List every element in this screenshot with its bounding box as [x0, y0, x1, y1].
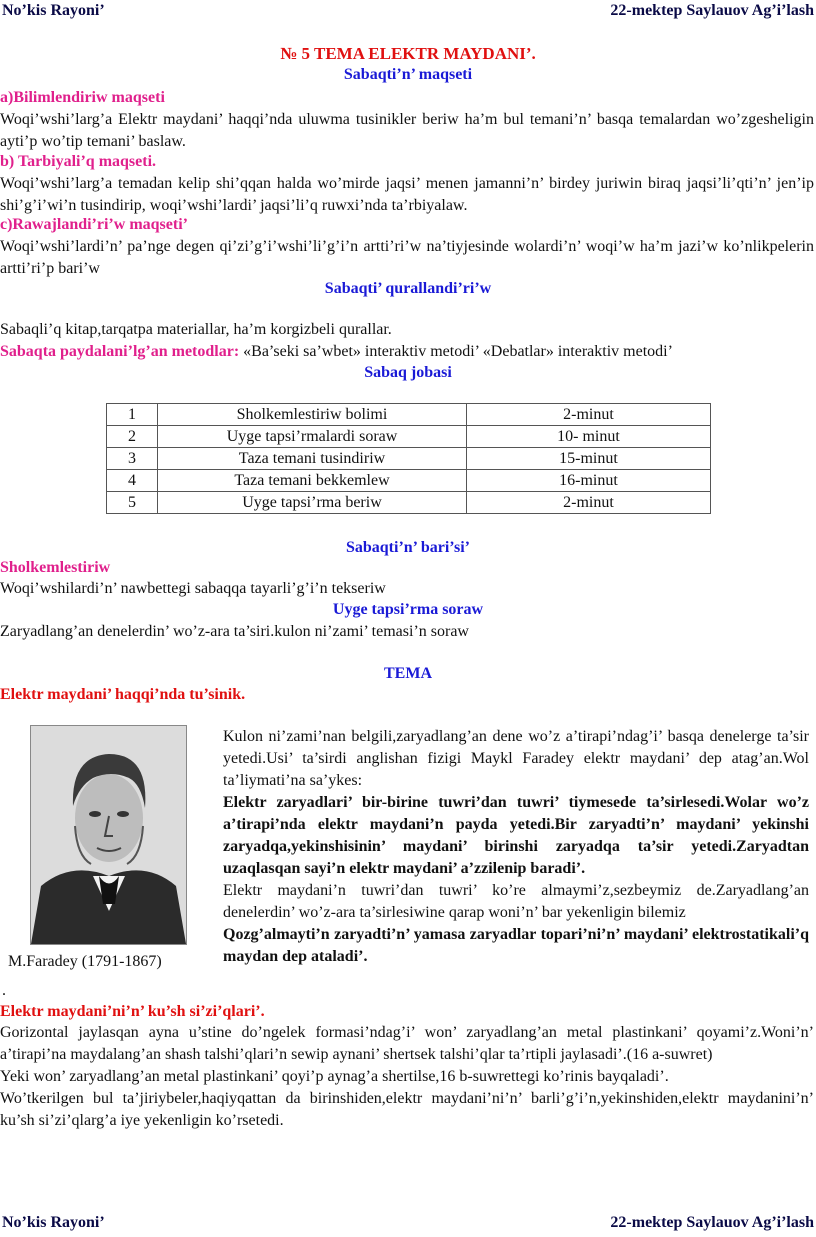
methods-label: Sabaqta paydalani’lg’an metodlar: — [0, 343, 240, 360]
tema-heading: TEMA — [384, 665, 432, 682]
plan-row-stage: Taza temani tusindiriw — [158, 448, 467, 470]
plan-row-number: 1 — [107, 404, 158, 426]
equipment-text: Sabaqli’q kitap,tarqatpa materiallar, ha’m korgizbeli qurallar. — [0, 321, 392, 338]
goal-c-text: Woqi’wshi’lardi’n’ pa’nge degen qi’zi’g’i’wshi’li’g’i’n artti’ri’w na’tiyjesinde wolardi’n’ woqi’w ha’m jazi’w ko’nlikpelerin artti’ri’p bari’w — [0, 238, 814, 277]
plan-heading: Sabaq jobasi — [364, 364, 452, 381]
concept-p2: Elektr maydani’n tuwri’dan tuwri’ ko’re almaymi’z,sezbeymiz de.Zaryadlang’an denelerdin’ wo’z-ara ta’sirlesiwine qarap woni’n’ bar yekenligin bilemiz — [223, 882, 809, 921]
plan-row-number: 4 — [107, 470, 158, 492]
topic-title: № 5 TEMA ELEKTR MAYDANI’. — [280, 44, 536, 63]
plan-table — [106, 403, 711, 514]
plan-row-stage: Uyge tapsi’rmalardi soraw — [158, 426, 467, 448]
goal-c-label: c)Rawajlandi’ri’w maqseti’ — [0, 216, 188, 233]
goal-b-section — [0, 151, 814, 217]
lines-body — [0, 1022, 814, 1132]
goal-a-text: Woqi’wshi’larg’a Elektr maydani’ haqqi’nda uluwma tusinikler beriw ha’m bul temani’n’ basqa temalardan wo’zgesheligin ayti’p wo’tip temani’ baslaw. — [0, 111, 814, 150]
org-label: Sholkemlestiriw — [0, 559, 111, 576]
concept-title: Elektr maydani’ haqqi’nda tu’sinik. — [0, 686, 246, 703]
plan-row — [107, 448, 711, 470]
plan-row-stage: Sholkemlestiriw bolimi — [158, 404, 467, 426]
lines-p2: Yeki won’ zaryadlang’an metal plastinkani’ qoyi’p aynag’a shertilse,16 b-suwrettegi ko’rinis bayqaladi’. — [0, 1068, 669, 1085]
methods-line — [0, 341, 816, 363]
goals-heading: Sabaqti’n’ maqseti — [343, 66, 473, 83]
separator-dot: . — [2, 982, 6, 999]
goal-c-section — [0, 214, 814, 280]
goal-a-section — [0, 87, 814, 153]
header-right: 22-mektep Saylauov Ag’i’lash — [610, 2, 814, 19]
portrait-sketch-icon — [31, 726, 186, 944]
plan-row-time: 2-minut — [467, 404, 711, 426]
plan-row-number: 3 — [107, 448, 158, 470]
concept-body — [223, 726, 809, 968]
lines-p3: Wo’tkerilgen bul ta’jiriybeler,haqiyqattan da birinshiden,elektr maydani’ni’n’ barli’g’i’n,yekinshiden,elektr maydanini’n’ ku’sh si’zi’qlarg’a iye yekenligin ko’rsetedi. — [0, 1090, 814, 1129]
footer-left: No’kis Rayoni’ — [2, 1214, 105, 1231]
equipment-heading: Sabaqti’ qurallandi’ri’w — [324, 280, 492, 297]
goal-b-label: b) Tarbiyali’q maqseti. — [0, 153, 157, 170]
plan-row — [107, 470, 711, 492]
plan-row — [107, 426, 711, 448]
progress-heading: Sabaqti’n’ bari’si’ — [345, 539, 470, 556]
lines-title: Elektr maydani’ni’n’ ku’sh si’zi’qlari’. — [0, 1003, 265, 1020]
homework-heading: Uyge tapsi’rma soraw — [332, 601, 484, 618]
plan-row-time: 2-minut — [467, 492, 711, 514]
methods-text: «Ba’seki sa’wbet» interaktiv metodi’ «Debatlar» interaktiv metodi’ — [239, 343, 673, 360]
plan-row-time: 10- minut — [467, 426, 711, 448]
concept-p1: Kulon ni’zami’nan belgili,zaryadlang’an dene wo’z a’tirapi’ndag’i’ basqa denelerge ta’sir yetedi.Usi’ ta’sirdi anglishan fizigi Maykl Faradey elektr maydani’ dep atag’an.Wol ta’liymati’na sa’ykes: — [223, 728, 809, 789]
plan-row-number: 2 — [107, 426, 158, 448]
homework-text: Zaryadlang’an denelerdin’ wo’z-ara ta’siri.kulon ni’zami’ temasi’n soraw — [0, 623, 469, 640]
plan-row-time: 15-minut — [467, 448, 711, 470]
plan-row — [107, 404, 711, 426]
portrait-caption: M.Faradey (1791-1867) — [8, 953, 162, 970]
goal-a-label: a)Bilimlendiriw maqseti — [0, 89, 165, 106]
plan-row-time: 16-minut — [467, 470, 711, 492]
org-text: Woqi’wshilardi’n’ nawbettegi sabaqqa tayarli’g’i’n tekseriw — [0, 580, 386, 597]
footer-right: 22-mektep Saylauov Ag’i’lash — [610, 1214, 814, 1231]
concept-bold1: Elektr zaryadlari’ bir-birine tuwri’dan tuwri’ tiymesede ta’sirlesedi.Wolar wo’z a’tirapi’nda elektr maydani’n payda yetedi.Bir zaryadti’n’ maydani’ yekinshi zaryadqa,yekinshisinin’ maydani’ birinshi zaryadqa ta’sir yetedi.Zaryadtan uzaqlasqan sayi’n elektr maydani’ a’zzilenip baradi’. — [223, 794, 809, 877]
plan-row-stage: Taza temani bekkemlew — [158, 470, 467, 492]
goal-b-text: Woqi’wshi’larg’a temadan kelip shi’qqan halda wo’mirde jaqsi’ menen jamanni’n’ birdey juriwin biraq jaqsi’li’qti’n’ jen’ip shi’g’i’wi’n tusindirip, woqi’wshi’lardi’ jaqsi’li’q ruwxi’nda ta’rbiyalaw. — [0, 175, 814, 214]
header-left: No’kis Rayoni’ — [2, 2, 105, 19]
plan-row-stage: Uyge tapsi’rma beriw — [158, 492, 467, 514]
lines-p1: Gorizontal jaylasqan ayna u’stine do’ngelek formasi’ndag’i’ won’ zaryadlang’an metal plastinkani’ qoyami’z.Woni’n’ a’tirapi’na maydalang’an shash talshi’qlari’n sewip aynani’ shertsek talshi’qlar ta’rtipli jaylasadi’.(16 a-suwret) — [0, 1024, 814, 1063]
plan-row — [107, 492, 711, 514]
faraday-portrait — [30, 725, 187, 945]
concept-bold2: Qozg’almayti’n zaryadti’n’ yamasa zaryadlar topari’ni’n’ maydani’ elektrostatikali’q maydan dep ataladi’. — [223, 926, 809, 965]
plan-row-number: 5 — [107, 492, 158, 514]
